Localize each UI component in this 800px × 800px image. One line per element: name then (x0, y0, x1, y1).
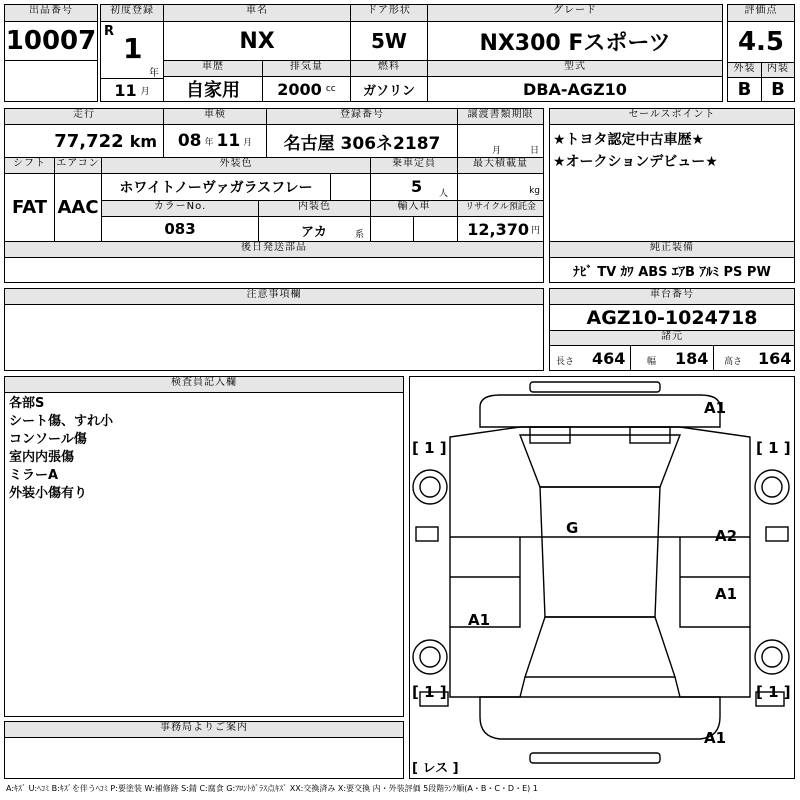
transfer-month-unit: 月 (492, 146, 502, 156)
equipment-label: 純正装備 (549, 241, 795, 258)
length-box (549, 345, 631, 371)
width-label: 幅 (647, 357, 657, 367)
inspector-line: シート傷、すれ小 (9, 414, 114, 429)
later-parts-box (4, 257, 544, 283)
width-value: 184 (675, 349, 709, 368)
insp-month: 11 (216, 131, 241, 151)
history-value: 自家用 (163, 76, 263, 102)
insp-month-unit: 月 (243, 137, 253, 148)
office-label: 事務局よりご案内 (4, 721, 404, 738)
recycle-label: リサイクル預託金 (457, 200, 544, 217)
bracket-top-right: [ 1 ] (756, 439, 791, 457)
width-box (630, 345, 714, 371)
office-box (4, 737, 404, 779)
ac-label: エアコン (54, 157, 102, 174)
mileage-unit: km (129, 131, 157, 151)
first-reg-month: 11 (114, 80, 137, 100)
sales-point-box (549, 124, 795, 242)
colorno-label: カラーNo. (101, 200, 259, 217)
capacity-label: 乗車定員 (370, 157, 458, 174)
inspection-box (163, 124, 267, 158)
intcolor-box (258, 216, 371, 242)
load-label: 最大積載量 (457, 157, 544, 174)
inspector-line: コンソール傷 (9, 432, 87, 447)
color-blank (330, 173, 371, 201)
inspector-label: 検査員記入欄 (4, 376, 404, 393)
import-label: 輸入車 (370, 200, 458, 217)
lot-value: 10007 (4, 21, 98, 61)
damage-mark-rear: A1 (704, 729, 727, 747)
load-box (457, 173, 544, 201)
era-mark: R (104, 24, 115, 39)
length-value: 464 (592, 349, 626, 368)
later-parts-label: 後日発送部品 (4, 241, 544, 258)
inspection-label: 車検 (163, 108, 267, 125)
damage-mark-right-front: A2 (715, 527, 738, 545)
score-value: 4.5 (727, 21, 795, 63)
int-label: 内装 (761, 62, 795, 78)
transfer-box (457, 124, 544, 158)
sales-point-label: セールスポイント (549, 108, 795, 125)
fuel-value: ガソリン (350, 76, 428, 102)
capacity-value: 5 (411, 177, 423, 196)
sales-point-line: ★トヨタ認定中古車歴★ (553, 132, 705, 148)
first-reg-month-box (100, 78, 164, 102)
mileage-value: 77,722 (54, 130, 124, 152)
bracket-top-left: [ 1 ] (412, 439, 447, 457)
month-unit: 月 (140, 86, 150, 97)
bracket-bottom-right: [ 1 ] (756, 683, 791, 701)
disp-unit: cc (325, 84, 336, 94)
ac-value: AAC (54, 173, 102, 242)
colorno-value: 083 (101, 216, 259, 242)
import-box-2 (413, 216, 458, 242)
model-label: 型式 (427, 60, 723, 77)
name-value: NX (163, 21, 351, 61)
name-label: 車名 (163, 4, 351, 22)
color-value: ホワイトノーヴァガラスフレー (101, 173, 331, 201)
transfer-day-unit: 日 (530, 146, 540, 156)
intcolor-unit: 系 (355, 230, 365, 240)
score-label: 評価点 (727, 4, 795, 22)
length-label: 長さ (556, 357, 575, 367)
car-diagram (409, 376, 795, 779)
inspector-box (4, 392, 404, 717)
fuel-label: 燃料 (350, 60, 428, 77)
capacity-unit: 人 (439, 189, 449, 199)
spec-label: 諸元 (549, 330, 795, 346)
int-value: B (761, 77, 795, 102)
first-reg-label: 初度登録 (100, 4, 164, 22)
intcolor-value: アカ (301, 225, 327, 240)
car-outline-icon (410, 377, 794, 778)
ext-label: 外装 (727, 62, 762, 78)
damage-mark-roof: G (566, 519, 579, 537)
sales-point-line: ★オークションデビュー★ (553, 154, 718, 170)
lot-blank (4, 60, 98, 102)
recycle-value: 12,370 (467, 219, 529, 239)
door-value: 5W (350, 21, 428, 61)
door-label: ドア形状 (350, 4, 428, 22)
disp-label: 排気量 (262, 60, 351, 77)
height-box (713, 345, 795, 371)
history-label: 車歴 (163, 60, 263, 77)
color-label: 外装色 (101, 157, 371, 174)
plate-value: 名古屋 306ネ2187 (266, 124, 458, 158)
inspector-line: 外装小傷有り (9, 486, 88, 501)
recycle-unit: 円 (530, 225, 540, 236)
damage-mark-right-rear: A1 (715, 585, 738, 603)
mileage-label: 走行 (4, 108, 164, 125)
chassis-value: AGZ10-1024718 (549, 304, 795, 331)
import-box-1 (370, 216, 414, 242)
model-value: DBA-AGZ10 (427, 76, 723, 102)
insp-year-unit: 年 (204, 137, 214, 148)
shift-value: FAT (4, 173, 55, 242)
chassis-label: 車台番号 (549, 288, 795, 305)
grade-label: グレード (427, 4, 723, 22)
bracket-bottom-left: [ 1 ] (412, 683, 447, 701)
equipment-value: ﾅﾋﾞ TV ｶﾜ ABS ｴｱB ｱﾙﾐ PS PW (549, 257, 795, 283)
disp-value: 2000 (277, 79, 322, 99)
inspector-line: 各部S (9, 396, 45, 411)
inspector-line: 室内内張傷 (9, 450, 75, 465)
recycle-box (457, 216, 544, 242)
insp-year: 08 (177, 131, 202, 151)
disp-box (262, 76, 351, 102)
load-unit: kg (529, 186, 540, 196)
transfer-label: 譲渡書類期限 (457, 108, 544, 125)
damage-mark-left: A1 (468, 611, 491, 629)
bracket-res: [ レス ] (412, 761, 459, 776)
year-unit: 年 (149, 68, 159, 79)
height-label: 高さ (724, 357, 743, 367)
first-reg-year-box (100, 21, 164, 79)
notes-label: 注意事項欄 (4, 288, 544, 305)
intcolor-label: 内装色 (258, 200, 371, 217)
mileage-box (4, 124, 164, 158)
grade-value: NX300 Fスポーツ (427, 21, 723, 61)
height-value: 164 (758, 349, 792, 368)
inspector-line: ミラーA (9, 468, 59, 483)
first-reg-year: 1 (123, 32, 143, 65)
ext-value: B (727, 77, 762, 102)
capacity-box (370, 173, 458, 201)
legend: A:ｷｽﾞ U:ﾍｺﾐ B:ｷｽﾞを伴うﾍｺﾐ P:要塗装 W:補修跡 S:錆 C:腐食 G:ﾌﾛﾝﾄｶﾞﾗｽ点ｷｽﾞ XX:交換済み X:要交換 内・外装評価 5段階ﾗﾝｸ順(A・B・C・D・E) 1 (6, 784, 538, 793)
lot-label: 出品番号 (4, 4, 98, 22)
plate-label: 登録番号 (266, 108, 458, 125)
damage-mark-front: A1 (704, 399, 727, 417)
notes-box (4, 304, 544, 371)
shift-label: シフト (4, 157, 55, 174)
